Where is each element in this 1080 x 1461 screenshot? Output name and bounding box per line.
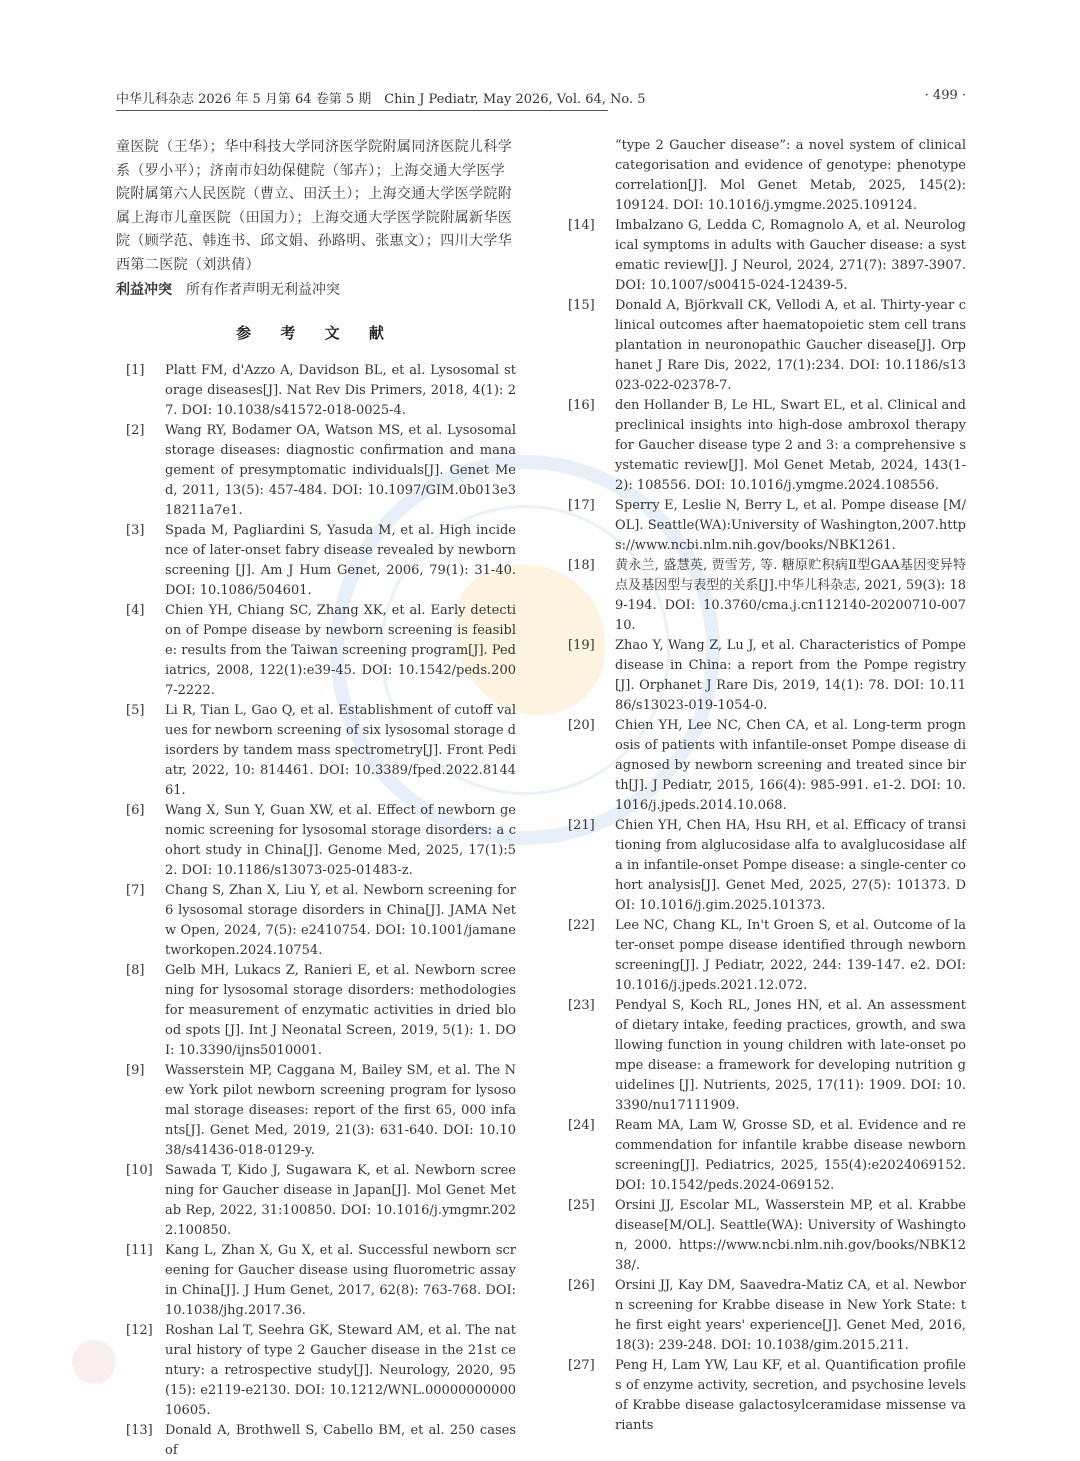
conflict-label: 利益冲突 [116, 282, 172, 298]
reference-text: Spada M, Pagliardini S, Yasuda M, et al. High incidence of later-onset fabry disease revealed by newborn screening [J]. Am J Hum Genet, 2006, 79(1): 31-40. DOI: 10.1086/504601. [165, 523, 516, 598]
header-rule [116, 110, 608, 111]
reference-number: [2] [126, 423, 145, 438]
reference-list-left [116, 361, 516, 1461]
reference-number: [20] [568, 718, 595, 733]
reference-text: Wang RY, Bodamer OA, Watson MS, et al. Lysosomal storage diseases: diagnostic confirmation and management of presymptomatic individuals[J]. Genet Med, 2011, 13(5): 457-484. DOI: 10.1097/GIM.0b013e318211a7e1. [165, 423, 516, 518]
reference-item [568, 916, 966, 996]
reference-item [568, 496, 966, 556]
reference-number: [21] [568, 818, 595, 833]
reference-item [568, 816, 966, 916]
reference-item [116, 701, 516, 801]
reference-item [116, 1321, 516, 1421]
reference-number: [6] [126, 803, 145, 818]
reference-number: [19] [568, 638, 595, 653]
reference-number: [12] [126, 1323, 153, 1338]
reference-number: [25] [568, 1198, 595, 1213]
reference-text: Sawada T, Kido J, Sugawara K, et al. Newborn screening for Gaucher disease in Japan[J]. Mol Genet Metab Rep, 2022, 31:100850. DOI: 10.1016/j.ymgmr.2022.100850. [165, 1163, 516, 1238]
reference-number: [7] [126, 883, 145, 898]
reference-text: Platt FM, d'Azzo A, Davidson BL, et al. Lysosomal storage diseases[J]. Nat Rev Dis Primers, 2018, 4(1): 27. DOI: 10.1038/s41572-018-0025-4. [165, 363, 516, 418]
reference-item [568, 1276, 966, 1356]
reference-text: Peng H, Lam YW, Lau KF, et al. Quantification profiles of enzyme activity, secretion, and psychosine levels of Krabbe disease galactosylceramidase missense variants [615, 1358, 966, 1433]
reference-item [116, 421, 516, 521]
reference-number: [14] [568, 218, 595, 233]
reference-item [568, 636, 966, 716]
reference-number: [4] [126, 603, 145, 618]
page-number: · 499 · [924, 88, 966, 103]
references-heading: 参 考 文 献 [236, 324, 396, 342]
reference-number: [16] [568, 398, 595, 413]
reference-number: [5] [126, 703, 145, 718]
reference-text: Chien YH, Lee NC, Chen CA, et al. Long-term prognosis of patients with infantile-onset Pompe disease diagnosed by newborn screening and treated since birth[J]. J Pediatr, 2015, 166(4): 985-991. e1-2. DOI: 10.1016/j.jpeds.2014.10.068. [615, 718, 966, 813]
conflict-of-interest [116, 279, 516, 302]
reference-item [568, 296, 966, 396]
reference-number: [23] [568, 998, 595, 1013]
reference-text: Kang L, Zhan X, Gu X, et al. Successful newborn screening for Gaucher disease using fluorometric assay in China[J]. J Hum Genet, 2017, 62(8): 763-768. DOI: 10.1038/jhg.2017.36. [165, 1243, 516, 1318]
reference-item [116, 521, 516, 601]
reference-text: Roshan Lal T, Seehra GK, Steward AM, et al. The natural history of type 2 Gaucher disease in the 21st century: a retrospective study[J]. Neurology, 2020, 95(15): e2119-e2130. DOI: 10.1212/WNL.0000000000010605. [165, 1323, 516, 1418]
reference-item [568, 716, 966, 816]
reference-text: Orsini JJ, Kay DM, Saavedra-Matiz CA, et al. Newborn screening for Krabbe disease in New York State: the first eight years' experience[J]. Genet Med, 2016, 18(3): 239-248. DOI: 10.1038/gim.2015.211. [615, 1278, 966, 1353]
reference-item [116, 1241, 516, 1321]
conflict-statement: 所有作者声明无利益冲突 [186, 282, 340, 298]
publisher-logo-icon [72, 1340, 116, 1384]
reference-text: Wang X, Sun Y, Guan XW, et al. Effect of newborn genomic screening for lysosomal storage disorders: a cohort study in China[J]. Genome Med, 2025, 17(1):52. DOI: 10.1186/s13073-025-01483-z. [165, 803, 516, 878]
reference-number: [15] [568, 298, 595, 313]
reference-text: 黄永兰, 盛慧英, 贾雪芳, 等. 糖原贮积病Ⅱ型GAA基因变异特点及基因型与表型的关系[J].中华儿科杂志, 2021, 59(3): 189-194. DOI: 10.3760/cma.j.cn112140-20200710-00710. [615, 558, 966, 633]
reference-item [568, 556, 966, 636]
reference-text: Sperry E, Leslie N, Berry L, et al. Pompe disease [M/OL]. Seattle(WA):University of Washington,2007.https://www.ncbi.nlm.nih.gov/books/NBK1261. [615, 498, 966, 553]
reference-text: Chang S, Zhan X, Liu Y, et al. Newborn screening for 6 lysosomal storage disorders in China[J]. JAMA Netw Open, 2024, 7(5): e2410754. DOI: 10.1001/jamanetworkopen.2024.10754. [165, 883, 516, 958]
reference-text: den Hollander B, Le HL, Swart EL, et al. Clinical and preclinical insights into high-dose ambroxol therapy for Gaucher disease type 2 and 3: a comprehensive systematic review[J]. Mol Genet Metab, 2024, 143(1-2): 108556. DOI: 10.1016/j.ymgme.2024.108556. [615, 398, 966, 493]
reference-text: Wasserstein MP, Caggana M, Bailey SM, et al. The New York pilot newborn screening program for lysosomal storage diseases: report of the first 65, 000 infants[J]. Genet Med, 2019, 21(3): 631-640. DOI: 10.1038/s41436-018-0129-y. [165, 1063, 516, 1158]
reference-number: [17] [568, 498, 595, 513]
reference-text: Pendyal S, Koch RL, Jones HN, et al. An assessment of dietary intake, feeding practices, growth, and swallowing function in young children with late-onset pompe disease: a framework for developing nutrition guidelines [J]. Nutrients, 2025, 17(11): 1909. DOI: 10.3390/nu17111909. [615, 998, 966, 1113]
reference-item [568, 396, 966, 496]
reference-number: [1] [126, 363, 145, 378]
reference-item [116, 361, 516, 421]
reference-item [568, 216, 966, 296]
reference-number: [9] [126, 1063, 145, 1078]
running-header [116, 88, 966, 110]
affiliations-paragraph: 童医院（王华）；华中科技大学同济医学院附属同济医院儿科学系（罗小平）；济南市妇幼保健院（邹卉）；上海交通大学医学院附属第六人民医院（曹立、田沃土）；上海交通大学医学院附属上海市儿童医院（田国力）；上海交通大学医学院附属新华医院（顾学范、韩连书、邱文娟、孙路明、张惠文）；四川大学华西第二医院（刘洪倩） [116, 139, 513, 273]
reference-number: [3] [126, 523, 145, 538]
reference-list-right [568, 216, 966, 1436]
reference-number: [10] [126, 1163, 153, 1178]
reference-text: Gelb MH, Lukacs Z, Ranieri E, et al. Newborn screening for lysosomal storage disorders: methodologies for measurement of enzymatic activities in dried blood spots [J]. Int J Neonatal Screen, 2019, 5(1): 1. DOI: 10.3390/ijns5010001. [165, 963, 516, 1058]
reference-text: Chien YH, Chiang SC, Zhang XK, et al. Early detection of Pompe disease by newborn screening is feasible: results from the Taiwan screening program[J]. Pediatrics, 2008, 122(1):e39-45. DOI: 10.1542/peds.2007-2222. [165, 603, 516, 698]
reference-number: [26] [568, 1278, 595, 1293]
reference-number: [22] [568, 918, 595, 933]
reference-item [116, 1421, 516, 1461]
reference-text: Imbalzano G, Ledda C, Romagnolo A, et al. Neurological symptoms in adults with Gaucher disease: a systematic review[J]. J Neurol, 2024, 271(7): 3897-3907. DOI: 10.1007/s00415-024-12439-5. [615, 218, 966, 293]
reference-item [116, 961, 516, 1061]
journal-citation: 中华儿科杂志 2026 年 5 月第 64 卷第 5 期 Chin J Pediatr, May 2026, Vol. 64, No. 5 [116, 92, 646, 107]
reference-item [116, 1161, 516, 1241]
reference-text: Ream MA, Lam W, Grosse SD, et al. Evidence and recommendation for infantile krabbe disease newborn screening[J]. Pediatrics, 2025, 155(4):e2024069152. DOI: 10.1542/peds.2024-069152. [615, 1118, 966, 1193]
reference-text: Chien YH, Chen HA, Hsu RH, et al. Efficacy of transitioning from alglucosidase alfa to avalglucosidase alfa in infantile-onset Pompe disease: a single-center cohort analysis[J]. Genet Med, 2025, 27(5): 101373. DOI: 10.1016/j.gim.2025.101373. [615, 818, 966, 913]
reference-item [116, 801, 516, 881]
reference-item [568, 1116, 966, 1196]
reference-item [568, 996, 966, 1116]
reference-item [116, 1061, 516, 1161]
reference-item [568, 1196, 966, 1276]
left-column [116, 136, 516, 1461]
reference-number: [24] [568, 1118, 595, 1133]
reference-text: Zhao Y, Wang Z, Lu J, et al. Characteristics of Pompe disease in China: a report from the Pompe registry[J]. Orphanet J Rare Dis, 2019, 14(1): 78. DOI: 10.1186/s13023-019-1054-0. [615, 638, 966, 713]
reference-text: Orsini JJ, Escolar ML, Wasserstein MP, et al. Krabbe disease[M/OL]. Seattle(WA): University of Washington, 2000. https://www.ncbi.nlm.nih.gov/books/NBK1238/. [615, 1198, 966, 1273]
reference-number: [18] [568, 558, 595, 573]
right-column [568, 136, 966, 1436]
reference-text: Donald A, Björkvall CK, Vellodi A, et al. Thirty-year clinical outcomes after haematopoietic stem cell transplantation in neuronopathic Gaucher disease[J]. Orphanet J Rare Dis, 2022, 17(1):234. DOI: 10.1186/s13023-022-02378-7. [615, 298, 966, 393]
reference-text: Li R, Tian L, Gao Q, et al. Establishment of cutoff values for newborn screening of six lysosomal storage disorders by tandem mass spectrometry[J]. Front Pediatr, 2022, 10: 814461. DOI: 10.3389/fped.2022.814461. [165, 703, 516, 798]
reference-text: Donald A, Brothwell S, Cabello BM, et al. 250 cases of [165, 1423, 516, 1458]
reference-number: [8] [126, 963, 145, 978]
reference-number: [13] [126, 1423, 153, 1438]
reference-text: Lee NC, Chang KL, In't Groen S, et al. Outcome of later-onset pompe disease identified through newborn screening[J]. J Pediatr, 2022, 244: 139-147. e2. DOI: 10.1016/j.jpeds.2021.12.072. [615, 918, 966, 993]
reference-number: [27] [568, 1358, 595, 1373]
reference-item [116, 881, 516, 961]
reference-item [116, 601, 516, 701]
reference-number: [11] [126, 1243, 153, 1258]
reference-item [568, 1356, 966, 1436]
reference-continuation: “type 2 Gaucher disease”: a novel system of clinical categorisation and evidence of genotype: phenotype correlation[J]. Mol Genet Metab, 2025, 145(2): 109124. DOI: 10.1016/j.ymgme.2025.109124. [615, 138, 966, 213]
